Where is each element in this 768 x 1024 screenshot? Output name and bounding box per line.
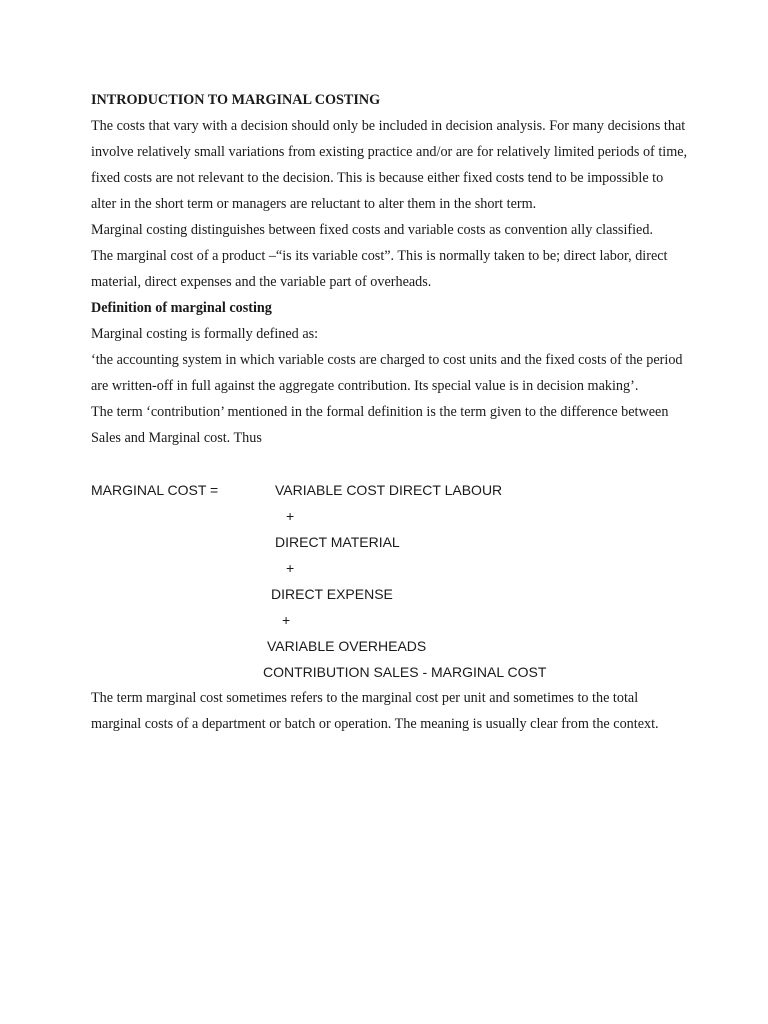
- document-title: INTRODUCTION TO MARGINAL COSTING: [91, 92, 381, 108]
- intro-paragraph-2: Marginal costing distinguishes between fixed costs and variable costs as convention ally classified.: [91, 222, 653, 238]
- blank-line: [91, 451, 691, 477]
- intro-paragraph-1: The costs that vary with a decision should only be included in decision analysis. For many decisions that involve relatively small variations from existing practice and/or are for relatively limited periods of time, fixed costs are not relevant to the decision. This is because either fixed costs tend to be impossible to alter in the short term or managers are reluctant to alter them in the short term.: [91, 118, 688, 212]
- marginal-cost-formula: [91, 477, 691, 685]
- formula-plus-2: +: [286, 560, 295, 576]
- formula-line-variable-overheads: VARIABLE OVERHEADS: [267, 638, 427, 654]
- formula-plus-1: +: [286, 508, 295, 524]
- formula-line-direct-material: DIRECT MATERIAL: [275, 534, 400, 550]
- definition-paragraph-2: ‘the accounting system in which variable costs are charged to cost units and the fixed costs of the period are written-off in full against the aggregate contribution. Its special value is in decision making’.: [91, 352, 683, 394]
- closing-paragraph: The term marginal cost sometimes refers to the marginal cost per unit and sometimes to the total marginal costs of a department or batch or operation. The meaning is usually clear from the context.: [91, 690, 659, 732]
- intro-paragraph-3: The marginal cost of a product –“is its variable cost”. This is normally taken to be; direct labor, direct material, direct expenses and the variable part of overheads.: [91, 248, 668, 290]
- formula-line-contribution: CONTRIBUTION SALES - MARGINAL COST: [263, 664, 547, 680]
- formula-plus-3: +: [282, 612, 291, 628]
- definition-heading: Definition of marginal costing: [91, 300, 272, 316]
- document-body: [91, 87, 691, 737]
- definition-paragraph-3: The term ‘contribution’ mentioned in the formal definition is the term given to the difference between Sales and Marginal cost. Thus: [91, 404, 669, 446]
- formula-line-direct-labour: VARIABLE COST DIRECT LABOUR: [275, 482, 503, 498]
- formula-lhs: MARGINAL COST =: [91, 482, 219, 498]
- definition-paragraph-1: Marginal costing is formally defined as:: [91, 326, 319, 342]
- formula-line-direct-expense: DIRECT EXPENSE: [271, 586, 393, 602]
